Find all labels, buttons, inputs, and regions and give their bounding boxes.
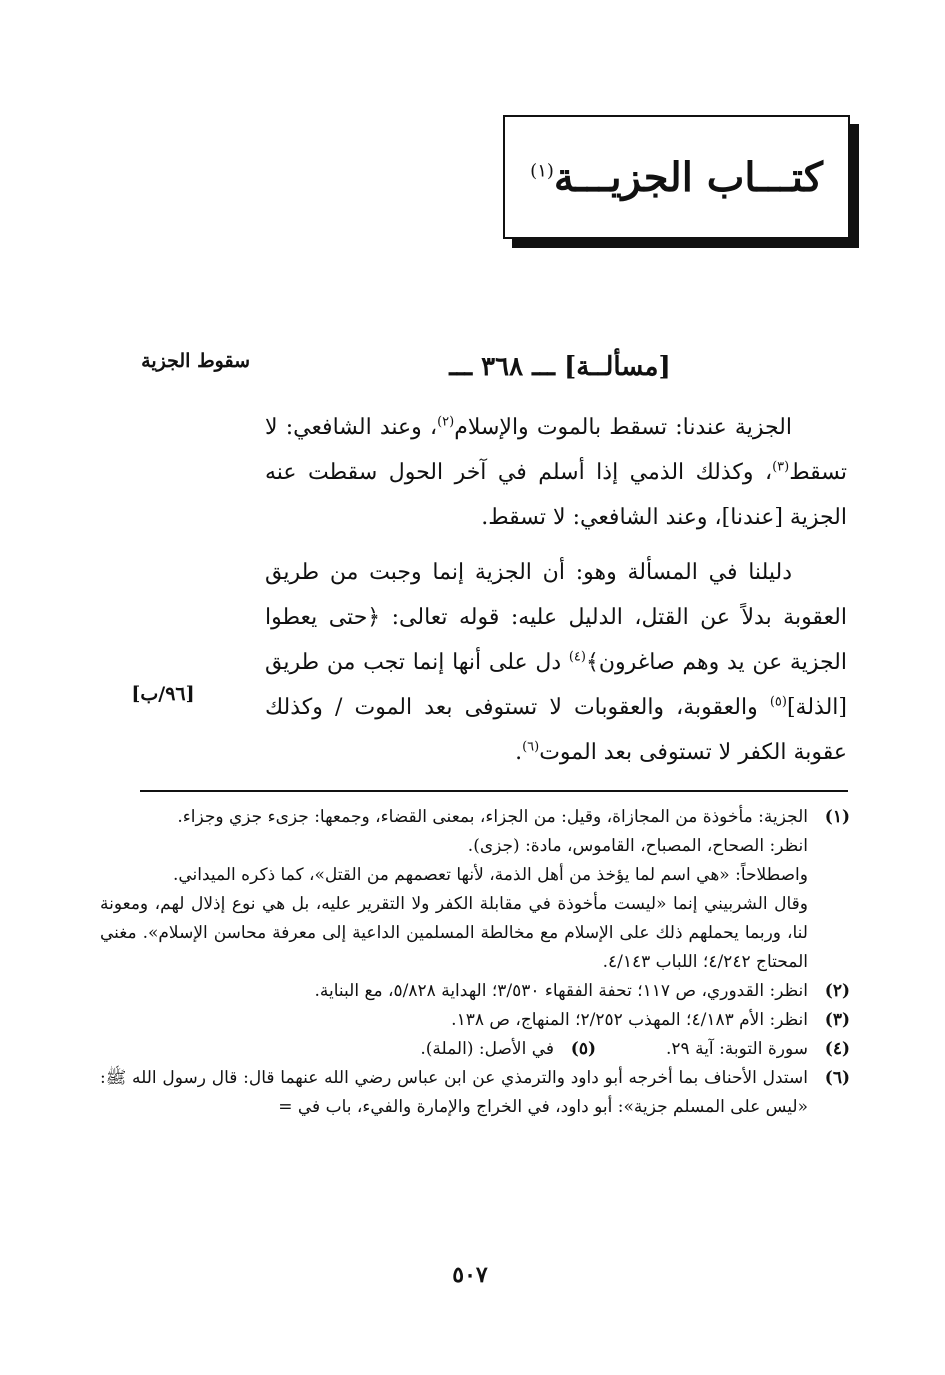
footnote-text: انظر: الأم ٤/١٨٣؛ المهذب ٢/٢٥٢؛ المنهاج، ص ١٣٨. bbox=[451, 1010, 808, 1030]
footnote-ref: (٥) bbox=[769, 694, 787, 710]
text-segment: دل على أنها إنما تجب من طريق [الذلة] bbox=[265, 650, 847, 720]
paragraph-1 bbox=[265, 405, 847, 540]
footnote-6 bbox=[100, 1064, 850, 1122]
footnote-ref: (٦) bbox=[522, 739, 540, 755]
footnote-number: (٤) bbox=[824, 1039, 850, 1059]
text-segment: ، وعند الشافعي: لا تسقط bbox=[265, 415, 847, 485]
footnote-2 bbox=[100, 977, 850, 1006]
text-segment: . bbox=[515, 740, 523, 765]
paragraph-2 bbox=[265, 550, 847, 775]
footnote-text: انظر: القدوري، ص ١١٧؛ تحفة الفقهاء ٣/٥٣٠؛ الهداية ٥/٨٢٨، مع البناية. bbox=[314, 981, 808, 1001]
footnote-text bbox=[100, 803, 808, 977]
footnotes-section bbox=[100, 803, 850, 1122]
chapter-title-footnote-ref: (١) bbox=[530, 160, 554, 182]
issue-heading: [مسألــة] ـــ ٣٦٨ ـــ bbox=[449, 352, 671, 382]
footnote-number: (٦) bbox=[824, 1068, 850, 1088]
footnote-5 bbox=[420, 1035, 596, 1064]
footnote-number: (٥) bbox=[570, 1039, 597, 1059]
text-segment: دليلنا في المسألة وهو: أن الجزية إنما وجبت من طريق العقوبة بدلاً عن القتل، الدليل عليه: قوله تعالى: ﴿حتى يعطوا الجزية عن يد وهم صاغرون﴾ bbox=[265, 560, 847, 675]
footnote-line: واصطلاحاً: «هي اسم لما يؤخذ من أهل الذمة، لأنها تعصمهم من القتل»، كما ذكره الميداني. bbox=[172, 865, 808, 885]
text-segment: والعقوبة، والعقوبات لا تستوفى بعد الموت / وكذلك عقوبة الكفر لا تستوفى بعد الموت bbox=[265, 695, 847, 765]
footnote-text: استدل الأحناف بما أخرجه أبو داود والترمذي عن ابن عباس رضي الله عنهما قال: قال رسول الله ﷺ: «ليس على المسلم جزية»: أبو داود، في الخراج والإمارة والفيء، باب في = bbox=[100, 1068, 808, 1117]
footnote-4 bbox=[666, 1035, 850, 1064]
footnote-number: (٣) bbox=[824, 1010, 850, 1030]
footnote-row-4-5 bbox=[100, 1035, 850, 1064]
footnote-ref: (٤) bbox=[568, 649, 586, 665]
footnote-line: الجزية: مأخوذة من المجازاة، وقيل: من الجزاء، بمعنى القضاء، وجمعها: جزىء جزي وجزاء. bbox=[177, 807, 808, 827]
footnote-line: انظر: الصحاح، المصباح، القاموس، مادة: (جزى). bbox=[467, 836, 808, 856]
footnote-number: (٢) bbox=[824, 981, 850, 1001]
chapter-title-text: كتـــاب الجزيـــة bbox=[553, 153, 823, 201]
text-segment: الجزية عندنا: تسقط بالموت والإسلام bbox=[454, 415, 793, 440]
margin-folio-marker: [٩٦/ب] bbox=[131, 683, 195, 705]
margin-topic-note: سقوط الجزية bbox=[141, 350, 250, 372]
main-body-text bbox=[265, 405, 847, 775]
footnote-separator bbox=[140, 790, 848, 792]
chapter-title bbox=[530, 154, 823, 201]
footnote-3 bbox=[100, 1006, 850, 1035]
footnote-1 bbox=[100, 803, 850, 977]
text-segment: ، وكذلك الذمي إذا أسلم في آخر الحول سقطت عنه الجزية [عندنا]، وعند الشافعي: لا تسقط. bbox=[265, 460, 847, 530]
footnote-text: سورة التوبة: آية ٢٩. bbox=[666, 1039, 808, 1059]
footnote-line: وقال الشربيني إنما «ليست مأخوذة في مقابلة الكفر ولا التقرير عليه، بل هي نوع إذلال لهم، ومعونة لنا، وربما يحملهم ذلك على الإسلام مع مخالطة المسلمين الداعية إلى معرفة محاسن الإسلام». مغني المحتاج ٤/٢٤٢؛ اللباب ٤/١٤٣. bbox=[100, 894, 808, 972]
footnote-ref: (٣) bbox=[772, 459, 790, 475]
footnote-ref: (٢) bbox=[437, 414, 455, 430]
footnote-number: (١) bbox=[824, 807, 850, 827]
chapter-title-box bbox=[503, 115, 850, 239]
page-number: ٥٠٧ bbox=[452, 1262, 488, 1288]
footnote-text: في الأصل: (الملة). bbox=[420, 1039, 555, 1059]
